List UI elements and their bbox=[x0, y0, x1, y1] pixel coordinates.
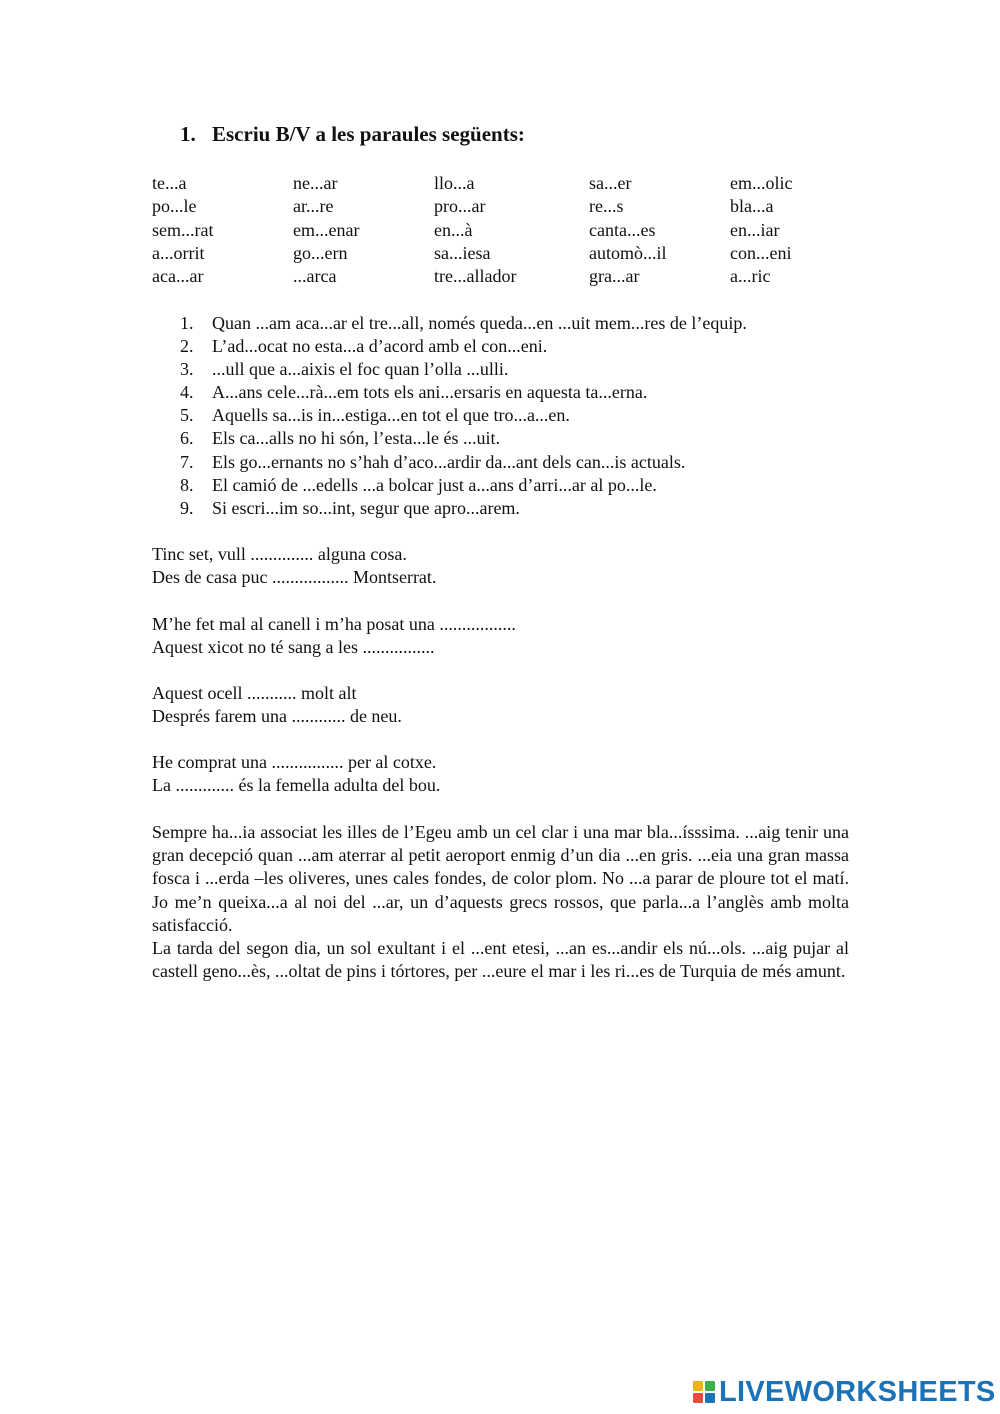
word-cell: en...iar bbox=[730, 219, 780, 240]
word-cell: canta...es bbox=[589, 219, 656, 240]
word-cell: en...à bbox=[434, 219, 473, 240]
sentence-item bbox=[180, 404, 747, 427]
fill-sentence: He comprat una ................ per al cotxe. bbox=[152, 752, 437, 772]
exercise-title-text: Escriu B/V a les paraules següents: bbox=[212, 122, 525, 146]
sentence-text: El camió de ...edells ...a bolcar just a...ans d’arri...ar al po...le. bbox=[212, 474, 657, 495]
sentence-number: 6. bbox=[180, 428, 194, 449]
sentence-item bbox=[180, 358, 747, 381]
logo-square bbox=[705, 1393, 715, 1403]
fill-sentence: Aquest ocell ........... molt alt bbox=[152, 683, 357, 703]
exercise-number: 1. bbox=[180, 122, 196, 146]
word-cell: ar...re bbox=[293, 196, 334, 217]
sentence-item bbox=[180, 474, 747, 497]
word-cell: aca...ar bbox=[152, 266, 204, 287]
passage bbox=[152, 821, 849, 983]
sentence-item bbox=[180, 381, 747, 404]
sentence-number: 7. bbox=[180, 451, 194, 472]
word-cell: re...s bbox=[589, 196, 624, 217]
exercise-title bbox=[180, 122, 525, 147]
sentence-text: Els go...ernants no s’hah d’aco...ardir da...ant dels can...is actuals. bbox=[212, 451, 686, 472]
logo-square bbox=[705, 1381, 715, 1391]
sentence-item bbox=[180, 451, 747, 474]
sentence-text: Si escri...im so...int, segur que apro...arem. bbox=[212, 497, 520, 518]
passage-paragraph-1: Sempre ha...ia associat les illes de l’Egeu amb un cel clar i una mar bla...ísssima. ...aig tenir una gran decepció quan ...am aterrar al petit aeroport enmig d’un dia ...en gris. ...eia una gran massa fosca i ...erda –les oliveres, unes cales fondes, de color plom. No ...a parar de ploure tot el matí. Jo me’n queixa...a al noi del ...ar, un d’aquests grecs rossos, que parla...a l’anglès amb molta satisfacció. bbox=[152, 822, 849, 935]
word-cell: a...orrit bbox=[152, 242, 205, 263]
sentence-list bbox=[180, 312, 747, 520]
liveworksheets-logo[interactable] bbox=[693, 1376, 996, 1408]
word-cell: em...enar bbox=[293, 219, 360, 240]
word-cell: sa...iesa bbox=[434, 242, 491, 263]
sentence-number: 4. bbox=[180, 382, 194, 403]
word-cell: go...ern bbox=[293, 242, 348, 263]
word-cell: ...arca bbox=[293, 266, 337, 287]
passage-paragraph-2: La tarda del segon dia, un sol exultant i el ...ent etesi, ...an es...andir els nú...ols. ...aig pujar al castell geno...ès, ...oltat de pins i tórtores, per ...eure el mar i les ri...es de Turquia de més amunt. bbox=[152, 938, 849, 982]
logo-mark-icon bbox=[693, 1381, 715, 1403]
fill-sentence: Des de casa puc ................. Montserrat. bbox=[152, 567, 437, 588]
word-cell: pro...ar bbox=[434, 196, 486, 217]
word-cell: con...eni bbox=[730, 242, 792, 263]
word-grid bbox=[152, 172, 871, 288]
fill-pair-3 bbox=[152, 682, 402, 728]
sentence-number: 8. bbox=[180, 474, 194, 495]
fill-sentence: Aquest xicot no té sang a les ................ bbox=[152, 637, 435, 658]
sentence-item bbox=[180, 497, 747, 520]
word-cell: bla...a bbox=[730, 196, 774, 217]
fill-sentence: Després farem una ............ de neu. bbox=[152, 706, 402, 727]
sentence-text: A...ans cele...rà...em tots els ani...ersaris en aquesta ta...erna. bbox=[212, 382, 648, 403]
fill-sentence: Tinc set, vull .............. alguna cosa. bbox=[152, 544, 407, 564]
logo-text: LIVEWORKSHEETS bbox=[719, 1375, 996, 1408]
word-cell: llo...a bbox=[434, 173, 475, 193]
sentence-item bbox=[180, 427, 747, 450]
word-cell: ne...ar bbox=[293, 173, 338, 193]
fill-pair-2 bbox=[152, 613, 516, 659]
fill-pair-1 bbox=[152, 543, 436, 589]
sentence-text: ...ull que a...aixis el foc quan l’olla ...ulli. bbox=[212, 359, 509, 380]
sentence-number: 2. bbox=[180, 336, 194, 357]
sentence-item bbox=[180, 312, 747, 335]
word-cell: em...olic bbox=[730, 173, 793, 193]
sentence-item bbox=[180, 335, 747, 358]
sentence-number: 1. bbox=[180, 313, 194, 333]
word-cell: po...le bbox=[152, 196, 197, 217]
sentence-text: Quan ...am aca...ar el tre...all, només queda...en ...uit mem...res de l’equip. bbox=[212, 313, 747, 333]
word-cell: sa...er bbox=[589, 173, 632, 193]
fill-sentence: La ............. és la femella adulta del bou. bbox=[152, 775, 441, 796]
sentence-text: Els ca...alls no hi són, l’esta...le és ...uit. bbox=[212, 428, 500, 449]
sentence-text: L’ad...ocat no esta...a d’acord amb el con...eni. bbox=[212, 336, 548, 357]
word-cell: tre...allador bbox=[434, 266, 517, 287]
word-cell: gra...ar bbox=[589, 266, 640, 287]
word-cell: sem...rat bbox=[152, 219, 214, 240]
sentence-number: 9. bbox=[180, 497, 194, 518]
logo-square bbox=[693, 1393, 703, 1403]
sentence-text: Aquells sa...is in...estiga...en tot el que tro...a...en. bbox=[212, 405, 570, 426]
sentence-number: 3. bbox=[180, 359, 194, 380]
fill-pair-4 bbox=[152, 751, 440, 797]
fill-sentence: M’he fet mal al canell i m’ha posat una ................. bbox=[152, 614, 516, 634]
word-cell: te...a bbox=[152, 173, 187, 193]
word-cell: automò...il bbox=[589, 242, 667, 263]
word-cell: a...ric bbox=[730, 266, 771, 287]
logo-square bbox=[693, 1381, 703, 1391]
sentence-number: 5. bbox=[180, 405, 194, 426]
